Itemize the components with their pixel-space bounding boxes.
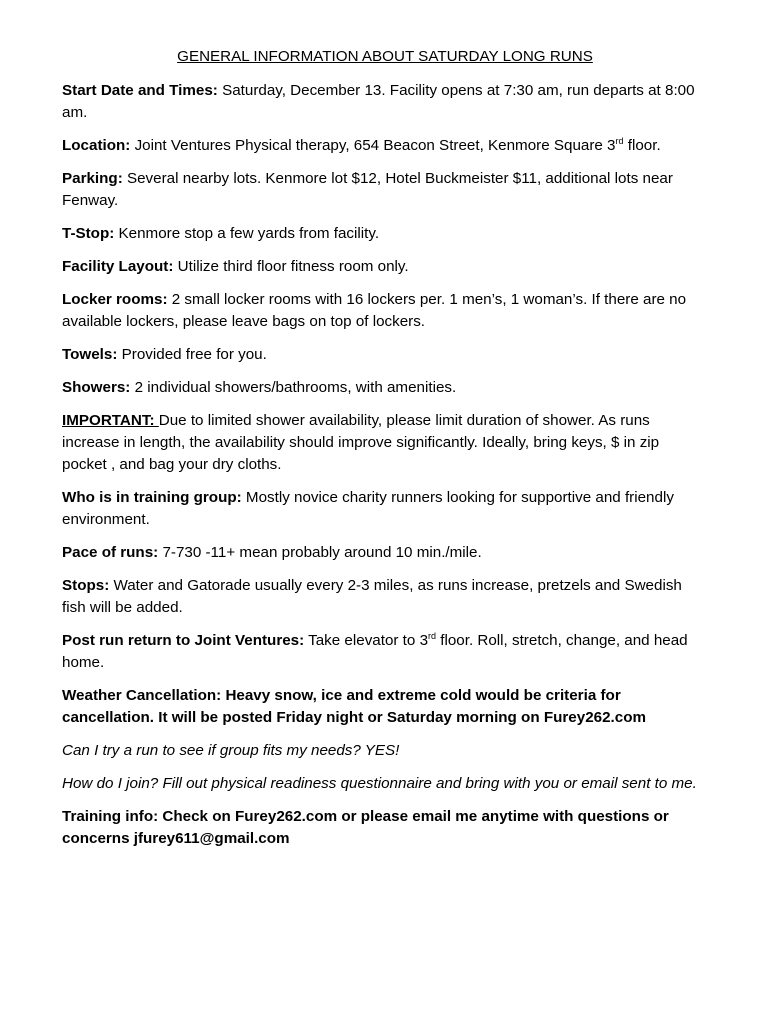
location-text-end: floor. <box>623 137 661 154</box>
location-text: Joint Ventures Physical therapy, 654 Beacon Street, Kenmore Square 3 <box>130 137 616 154</box>
group-text: Mostly novice charity runners looking for supportive and friendly environment. <box>62 489 674 528</box>
parking-text: Several nearby lots. Kenmore lot $12, Hotel Buckmeister $11, additional lots near Fenway. <box>62 170 673 209</box>
training-info-paragraph: Training info: Check on Furey262.com or please email me anytime with questions or concerns jfurey611@gmail.com <box>62 808 669 847</box>
important-paragraph <box>62 410 708 476</box>
start-date-text: Saturday, December 13. Facility opens at 7:30 am, run departs at 8:00 am. <box>62 82 695 121</box>
towels-text: Provided free for you. <box>117 346 267 363</box>
stops-label: Stops: <box>62 577 110 594</box>
facility-text: Utilize third floor fitness room only. <box>173 258 409 275</box>
showers-text: 2 individual showers/bathrooms, with amenities. <box>130 379 457 396</box>
post-run-text: Take elevator to 3 <box>304 632 429 649</box>
location-paragraph <box>62 135 708 157</box>
facility-label: Facility Layout: <box>62 258 174 275</box>
post-run-paragraph <box>62 630 708 674</box>
stops-text: Water and Gatorade usually every 2-3 miles, as runs increase, pretzels and Swedish fish will be added. <box>62 577 682 616</box>
showers-label: Showers: <box>62 379 131 396</box>
tstop-paragraph <box>62 223 708 245</box>
start-date-paragraph <box>62 80 708 124</box>
tstop-label: T-Stop: <box>62 225 115 242</box>
start-date-label: Start Date and Times: <box>62 82 218 99</box>
lockers-label: Locker rooms: <box>62 291 168 308</box>
lockers-text: 2 small locker rooms with 16 lockers per. 1 men’s, 1 woman’s. If there are no available lockers, please leave bags on top of lockers. <box>62 291 687 330</box>
pace-paragraph <box>62 542 708 564</box>
parking-label: Parking: <box>62 170 123 187</box>
join-question: How do I join? Fill out physical readiness questionnaire and bring with you or email sent to me. <box>62 775 697 792</box>
document-title: GENERAL INFORMATION ABOUT SATURDAY LONG RUNS <box>177 48 593 65</box>
group-paragraph <box>62 487 708 531</box>
pace-text: 7-730 -11+ mean probably around 10 min./mile. <box>158 544 482 561</box>
towels-label: Towels: <box>62 346 118 363</box>
lockers-paragraph <box>62 289 708 333</box>
facility-paragraph <box>62 256 708 278</box>
post-run-label: Post run return to Joint Ventures: <box>62 632 305 649</box>
location-superscript: rd <box>615 136 624 146</box>
important-label: IMPORTANT: <box>62 412 159 429</box>
tstop-text: Kenmore stop a few yards from facility. <box>114 225 380 242</box>
parking-paragraph <box>62 168 708 212</box>
showers-paragraph <box>62 377 708 399</box>
weather-cancellation-paragraph: Weather Cancellation: Heavy snow, ice and extreme cold would be criteria for cancellation. It will be posted Friday night or Saturday morning on Furey262.com <box>62 687 646 726</box>
pace-label: Pace of runs: <box>62 544 159 561</box>
stops-paragraph <box>62 575 708 619</box>
towels-paragraph <box>62 344 708 366</box>
location-label: Location: <box>62 137 131 154</box>
group-label: Who is in training group: <box>62 489 242 506</box>
important-text: Due to limited shower availability, please limit duration of shower. As runs increase in length, the availability should improve significantly. Ideally, bring keys, $ in zip pocket , and bag your dry cloths. <box>62 412 660 473</box>
post-run-superscript: rd <box>428 631 437 641</box>
trial-run-question: Can I try a run to see if group fits my needs? YES! <box>62 742 400 759</box>
post-run-text-end: floor. Roll, stretch, change, and head home. <box>62 632 688 671</box>
